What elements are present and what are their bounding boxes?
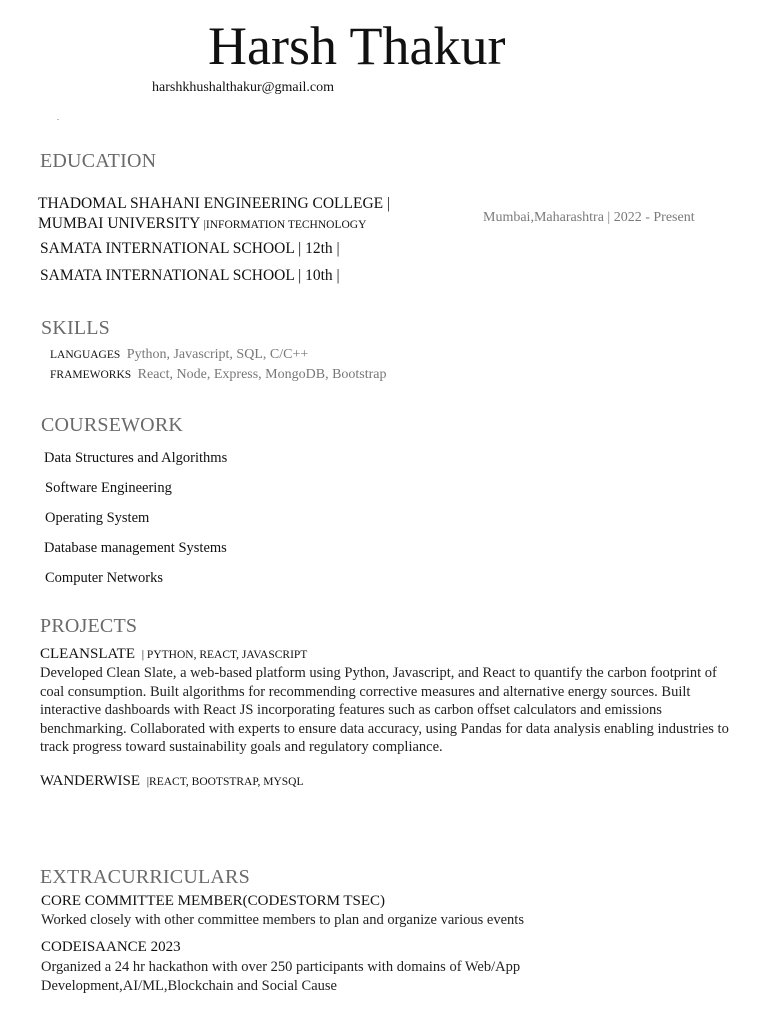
skills-heading: SKILLS: [41, 317, 110, 339]
skills-languages-row: [50, 347, 308, 363]
school-10th: SAMATA INTERNATIONAL SCHOOL | 10th |: [40, 267, 340, 284]
project-title-cleanslate: [40, 646, 307, 663]
extracurricular-description: Worked closely with other committee members to plan and organize various events: [41, 912, 524, 928]
languages-label: LANGUAGES: [50, 349, 121, 361]
course-item: Operating System: [45, 510, 150, 526]
extracurricular-title: CODEISAANCE 2023: [41, 939, 181, 955]
languages-value: Python, Javascript, SQL, C/C++: [126, 347, 309, 362]
course-item: Software Engineering: [45, 480, 172, 496]
extracurricular-description: Organized a 24 hr hackathon with over 250 participants with domains of Web/App Development,AI/ML,Blockchain and Social Cause: [41, 959, 521, 994]
project-title-wanderwise: [40, 773, 303, 790]
project-name: CLEANSLATE: [40, 646, 135, 662]
university-name: MUMBAI UNIVERSITY: [38, 215, 200, 232]
project-name: WANDERWISE: [40, 773, 140, 789]
college-location-dates: Mumbai,Maharashtra | 2022 - Present: [483, 210, 695, 225]
project-description: Developed Clean Slate, a web-based platform using Python, Javascript, and React to quantify the carbon footprint of coal consumption. Built algorithms for recommending corrective measures and alternative energy sources. Built interactive dashboards with React JS incorporating features such as carbon offset calculators and emissions benchmarking. Collaborated with experts to ensure data accuracy, using Pandas for data analysis enabling industries to track progress toward sustainability goals and regulatory compliance.: [40, 665, 729, 756]
frameworks-value: React, Node, Express, MongoDB, Bootstrap: [137, 367, 387, 382]
extracurricular-title: CORE COMMITTEE MEMBER(CODESTORM TSEC): [41, 893, 386, 909]
frameworks-label: FRAMEWORKS: [50, 369, 132, 381]
stray-dot: .: [57, 113, 59, 122]
college-name: THADOMAL SHAHANI ENGINEERING COLLEGE |: [38, 195, 391, 212]
education-heading: EDUCATION: [40, 150, 157, 172]
school-12th: SAMATA INTERNATIONAL SCHOOL | 12th |: [40, 240, 340, 257]
project-tech: | PYTHON, REACT, JAVASCRIPT: [141, 649, 308, 661]
coursework-heading: COURSEWORK: [41, 414, 184, 436]
resume-name: Harsh Thakur: [208, 16, 506, 76]
course-item: Data Structures and Algorithms: [44, 450, 228, 466]
course-item: Computer Networks: [45, 570, 163, 586]
projects-heading: PROJECTS: [40, 615, 138, 637]
extracurriculars-heading: EXTRACURRICULARS: [40, 866, 250, 888]
email-address: harshkhushalthakur@gmail.com: [152, 80, 335, 95]
course-item: Database management Systems: [44, 540, 227, 556]
project-tech: |REACT, BOOTSTRAP, MYSQL: [146, 776, 304, 788]
branch-name: |INFORMATION TECHNOLOGY: [203, 219, 367, 231]
skills-frameworks-row: [50, 367, 387, 383]
university-line: [38, 215, 366, 233]
